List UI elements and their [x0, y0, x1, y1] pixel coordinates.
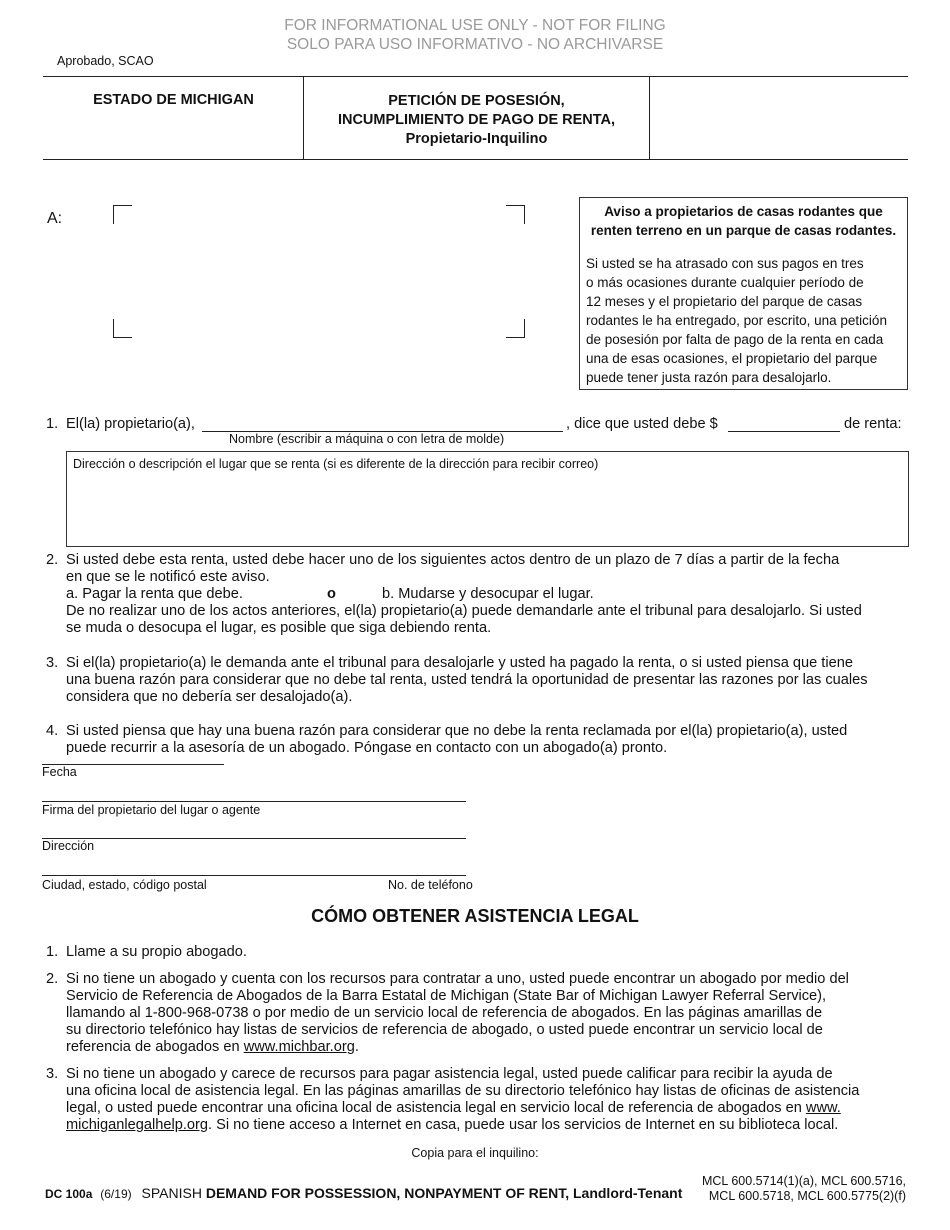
- legal-item-2-line: llamando al 1-800-968-0738 o por medio de un servicio local de referencia de abogados. En las páginas amarillas de: [66, 1005, 823, 1021]
- legal-item-2: [46, 971, 916, 1056]
- notice-line: de posesión por falta de pago de la renta en cada: [586, 332, 884, 347]
- notice-body: [586, 254, 901, 387]
- item-1-number: 1.: [46, 416, 59, 432]
- legal-item-3-line: [66, 1117, 916, 1134]
- form-title-line-2: INCUMPLIMIENTO DE PAGO DE RENTA,: [337, 112, 616, 128]
- legal-help-link-part-2[interactable]: michiganlegalhelp.org: [66, 1117, 208, 1133]
- mcl-line-1: MCL 600.5714(1)(a), MCL 600.5716,: [701, 1174, 906, 1188]
- item-3-line: una buena razón para considerar que no debe tal renta, usted tendrá la oportunidad de presentar las razones por las cuales: [66, 672, 868, 688]
- watermark-line-2: SOLO PARA USO INFORMATIVO - NO ARCHIVARSE: [286, 36, 664, 53]
- state-name: ESTADO DE MICHIGAN: [93, 92, 254, 108]
- notice-line: rodantes le ha entregado, por escrito, una petición: [586, 313, 887, 328]
- legal-help-link-part-1[interactable]: www.: [805, 1100, 841, 1116]
- mobile-home-notice: [579, 197, 908, 390]
- legal-item-2-line: Servicio de Referencia de Abogados de la Barra Estatal de Michigan (State Bar of Michigan Lawyer Referral Service),: [66, 988, 827, 1004]
- notice-line: una de esas ocasiones, el propietario del parque: [586, 351, 878, 366]
- form-title-line-1: PETICIÓN DE POSESIÓN,: [388, 93, 565, 109]
- signature-line: [42, 801, 466, 802]
- watermark: [0, 16, 950, 54]
- item-3-line: considera que no debería ser desalojado(a).: [66, 689, 353, 705]
- legal-item-2-line: su directorio telefónico hay listas de servicios de referencia de abogado, o usted puede encontrar un servicio local de: [66, 1022, 823, 1038]
- legal-item-3-line: una oficina local de asistencia legal. En las páginas amarillas de su directorio telefónico hay listas de oficinas de asistencia: [66, 1083, 860, 1099]
- phone-field[interactable]: [384, 857, 466, 875]
- court-use-box[interactable]: [650, 77, 908, 159]
- to-label: A:: [47, 210, 63, 227]
- item-2-line: en que se le notificó este aviso.: [66, 569, 270, 585]
- notice-line: Si usted se ha atrasado con sus pagos en tres: [586, 256, 864, 271]
- item-3: [46, 655, 916, 706]
- item-4-line: Si usted piensa que hay una buena razón para considerar que no debe la renta reclamada por el(la) propietario(a), usted: [66, 723, 848, 739]
- legal-item-3-line: Si no tiene un abogado y carece de recursos para pagar asistencia legal, usted puede calificar para recibir la ayuda de: [66, 1066, 833, 1082]
- item-2-line: Si usted debe esta renta, usted debe hacer uno de los siguientes actos dentro de un plazo de 7 días a partir de la fecha: [66, 552, 840, 568]
- option-or: o: [327, 586, 336, 602]
- legal-item-2-number: 2.: [46, 971, 59, 987]
- rental-address-field[interactable]: [66, 451, 909, 547]
- item-3-line: Si el(la) propietario(a) le demanda ante el tribunal para desalojarle y usted ha pagado la renta, o si usted piensa que tiene: [66, 655, 853, 671]
- legal-item-1-number: 1.: [46, 944, 59, 960]
- legal-item-1: [46, 944, 916, 961]
- landlord-name-field[interactable]: [202, 412, 563, 432]
- signature-label: Firma del propietario del lugar o agente: [42, 803, 261, 817]
- legal-item-1-text: Llame a su propio abogado.: [66, 944, 247, 960]
- signature-field[interactable]: [42, 782, 466, 801]
- phone-label: No. de teléfono: [388, 878, 473, 892]
- rental-address-caption: Dirección o descripción el lugar que se renta (si es diferente de la dirección para recibir correo): [73, 457, 599, 471]
- option-a: a. Pagar la renta que debe.: [66, 586, 243, 602]
- date-field[interactable]: [42, 746, 224, 764]
- address-label: Dirección: [42, 839, 95, 853]
- corner-mark-bottom-right: [506, 319, 525, 338]
- notice-title-line-1: Aviso a propietarios de casas rodantes que: [604, 204, 883, 219]
- corner-mark-top-right: [506, 205, 525, 224]
- legal-item-2-last-pre: referencia de abogados en: [66, 1039, 244, 1055]
- form-language: SPANISH: [141, 1185, 202, 1201]
- legal-item-3-line3-text: legal, o usted puede encontrar una oficina local de asistencia legal en servicio local de referencia de abogados en: [66, 1100, 806, 1116]
- form-english-title: DEMAND FOR POSSESSION, NONPAYMENT OF RENT, Landlord-Tenant: [205, 1185, 683, 1201]
- legal-item-2-last-post: .: [354, 1039, 359, 1055]
- approval-note: Aprobado, SCAO: [57, 54, 154, 68]
- tenant-copy-note: Copia para el inquilino:: [411, 1146, 539, 1160]
- item-1-lead: El(la) propietario(a),: [66, 416, 195, 432]
- mcl-references: [702, 1174, 906, 1204]
- city-label: Ciudad, estado, código postal: [42, 878, 207, 892]
- form-id: DC 100a: [45, 1187, 93, 1201]
- legal-help-heading: CÓMO OBTENER ASISTENCIA LEGAL: [311, 906, 639, 926]
- city-field[interactable]: [42, 857, 382, 875]
- date-label: Fecha: [42, 765, 77, 779]
- notice-title: [586, 202, 901, 240]
- item-2-line: se muda o desocupa el lugar, es posible que siga debiendo renta.: [66, 620, 492, 636]
- form-title-line-3: Propietario-Inquilino: [405, 131, 548, 147]
- item-4-number: 4.: [46, 723, 59, 739]
- legal-item-3-number: 3.: [46, 1066, 59, 1082]
- mcl-line-2: MCL 600.5718, MCL 600.5775(2)(f): [708, 1189, 906, 1203]
- address-line: [42, 838, 466, 839]
- notice-line: 12 meses y el propietario del parque de casas: [586, 294, 863, 309]
- item-1-mid: , dice que usted debe $: [566, 416, 718, 432]
- notice-line: o más ocasiones durante cualquier período de: [586, 275, 864, 290]
- michbar-link[interactable]: www.michbar.org: [243, 1039, 355, 1055]
- item-4-line: puede recurrir a la asesoría de un abogado. Póngase en contacto con un abogado(a) pronto.: [66, 740, 668, 756]
- option-b: b. Mudarse y desocupar el lugar.: [382, 586, 594, 602]
- legal-item-3-line: [66, 1100, 916, 1117]
- item-2-number: 2.: [46, 552, 59, 568]
- form-title: [304, 92, 649, 149]
- watermark-line-1: FOR INFORMATIONAL USE ONLY - NOT FOR FILING: [284, 17, 666, 34]
- corner-mark-top-left: [113, 205, 132, 224]
- item-2: [46, 552, 916, 637]
- legal-item-3: [46, 1066, 916, 1134]
- footer-form-line: [45, 1185, 682, 1201]
- name-caption: Nombre (escribir a máquina o con letra de molde): [229, 432, 505, 446]
- item-1-end: de renta:: [844, 416, 902, 432]
- corner-mark-bottom-left: [113, 319, 132, 338]
- legal-item-2-line: [66, 1039, 916, 1056]
- recipient-address-area[interactable]: [113, 205, 525, 338]
- legal-item-2-line: Si no tiene un abogado y cuenta con los recursos para contratar a uno, usted puede encontrar un abogado por medio del: [66, 971, 849, 987]
- notice-title-line-2: renten terreno en un parque de casas rodantes.: [590, 223, 897, 238]
- notice-line: puede tener justa razón para desalojarlo.: [586, 370, 832, 385]
- address-field[interactable]: [42, 820, 466, 838]
- header-bottom-rule: [43, 159, 908, 160]
- rent-amount-field[interactable]: [728, 412, 840, 432]
- item-2-options: [66, 586, 916, 603]
- legal-item-3-line4-text: . Si no tiene acceso a Internet en casa, puede usar los servicios de Internet en su biblioteca local.: [207, 1117, 839, 1133]
- item-3-number: 3.: [46, 655, 59, 671]
- item-2-line: De no realizar uno de los actos anteriores, el(la) propietario(a) puede demandarle ante el tribunal para desalojarlo. Si usted: [66, 603, 862, 619]
- form-revision: (6/19): [100, 1187, 132, 1201]
- city-line: [42, 875, 466, 876]
